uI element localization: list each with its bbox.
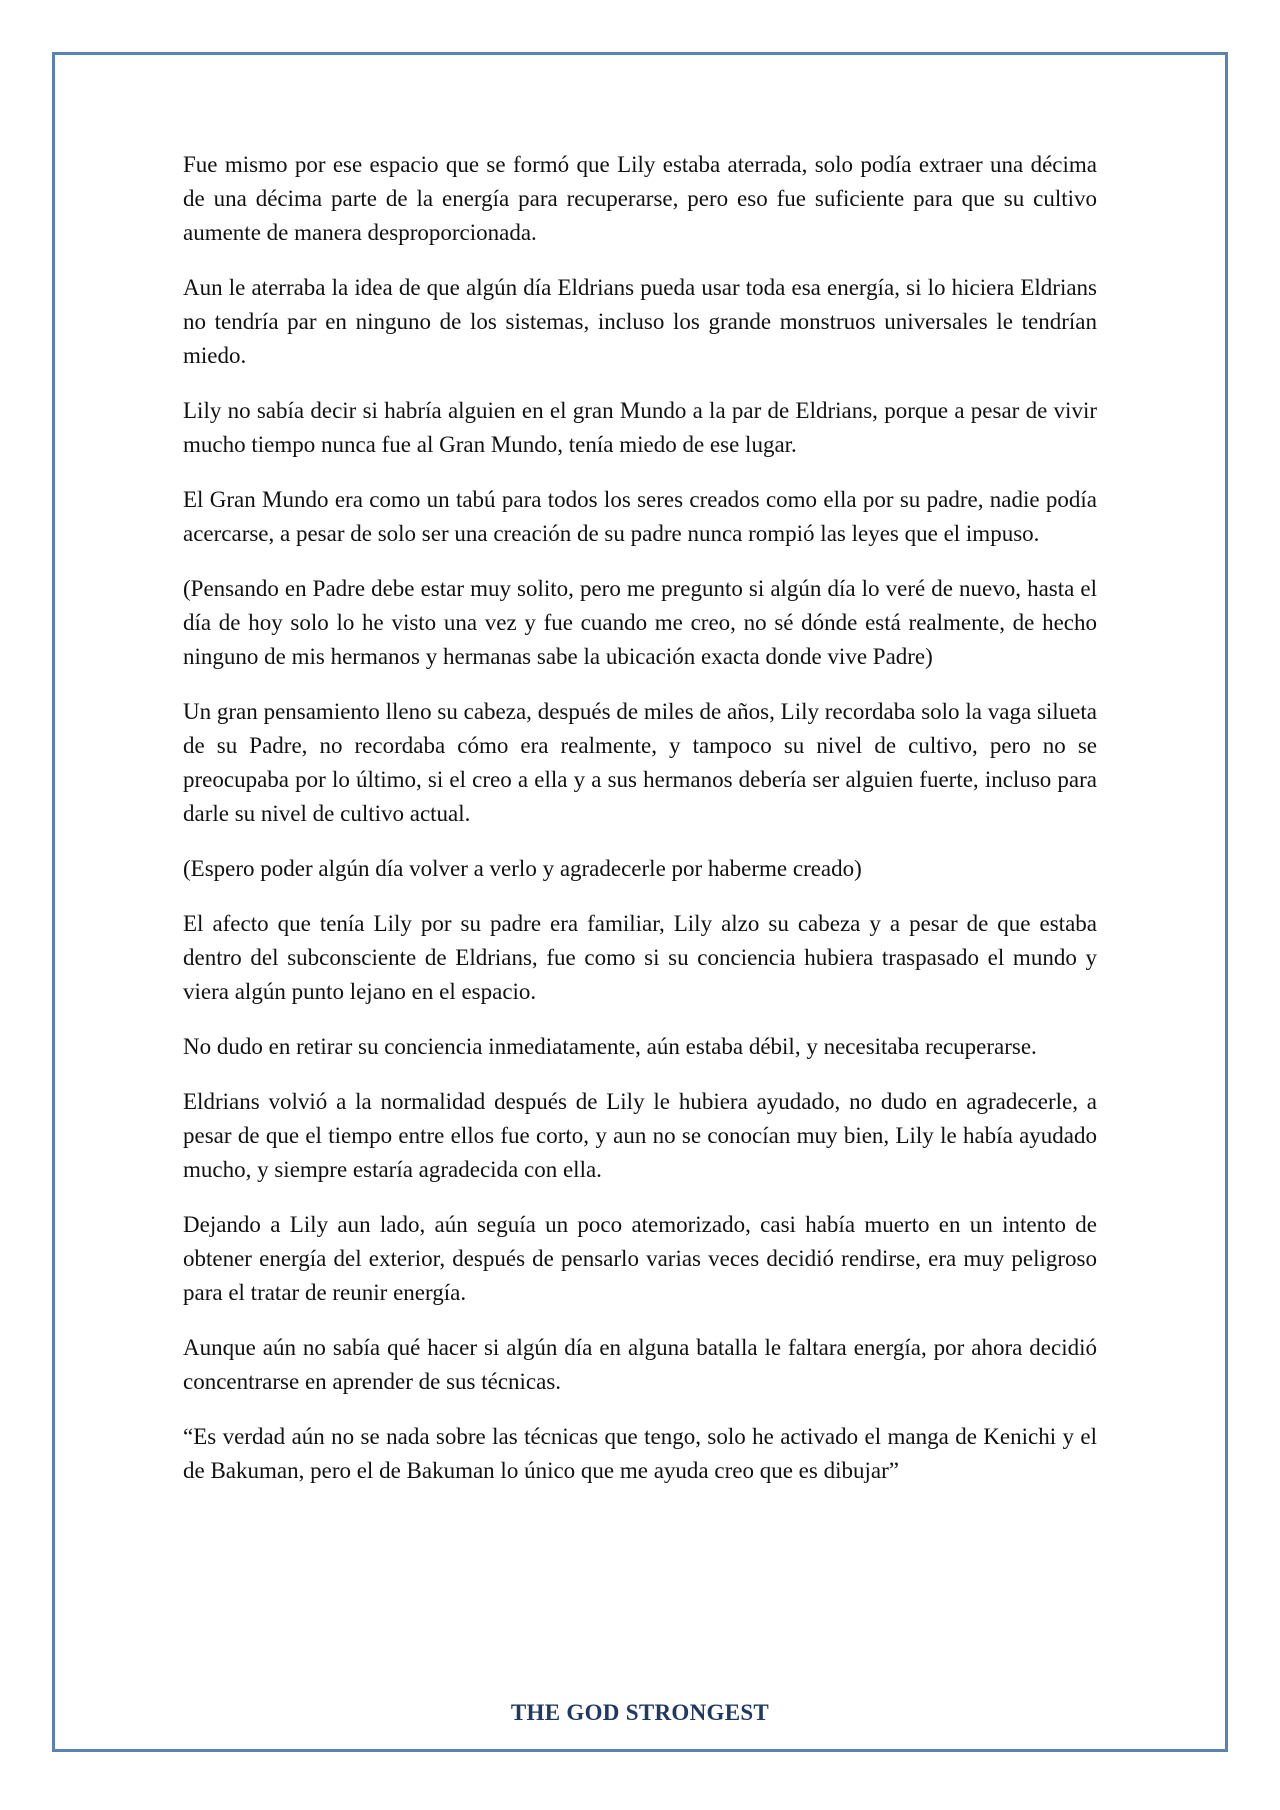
paragraph: (Espero poder algún día volver a verlo y agradecerle por haberme creado) [183, 856, 862, 881]
paragraph: Fue mismo por ese espacio que se formó que Lily estaba aterrada, solo podía extraer una décima de una décima parte de la energía para recuperarse, pero eso fue suficiente para que su cultivo aumente de manera desproporcionada. [183, 152, 1097, 245]
footer-title: THE GOD STRONGEST [510, 1700, 770, 1725]
paragraph: Dejando a Lily aun lado, aún seguía un poco atemorizado, casi había muerto en un intento de obtener energía del exterior, después de pensarlo varias veces decidió rendirse, era muy peligroso para el tratar de reunir energía. [183, 1212, 1097, 1305]
paragraph: “Es verdad aún no se nada sobre las técnicas que tengo, solo he activado el manga de Kenichi y el de Bakuman, pero el de Bakuman lo único que me ayuda creo que es dibujar” [183, 1424, 1097, 1483]
paragraph: Aun le aterraba la idea de que algún día Eldrians pueda usar toda esa energía, si lo hiciera Eldrians no tendría par en ninguno de los sistemas, incluso los grande monstruos universales le tendrían miedo. [183, 275, 1097, 368]
paragraph: (Pensando en Padre debe estar muy solito, pero me pregunto si algún día lo veré de nuevo, hasta el día de hoy solo lo he visto una vez y fue cuando me creo, no sé dónde está realmente, de hecho ninguno de mis hermanos y hermanas sabe la ubicación exacta donde vive Padre) [183, 576, 1097, 669]
paragraph: No dudo en retirar su conciencia inmediatamente, aún estaba débil, y necesitaba recuperarse. [183, 1034, 1037, 1059]
paragraph: Un gran pensamiento lleno su cabeza, después de miles de años, Lily recordaba solo la vaga silueta de su Padre, no recordaba cómo era realmente, y tampoco su nivel de cultivo, pero no se preocupaba por lo último, si el creo a ella y a sus hermanos debería ser alguien fuerte, incluso para darle su nivel de cultivo actual. [183, 699, 1097, 826]
paragraph: El afecto que tenía Lily por su padre era familiar, Lily alzo su cabeza y a pesar de que estaba dentro del subconsciente de Eldrians, fue como si su conciencia hubiera traspasado el mundo y viera algún punto lejano en el espacio. [183, 911, 1097, 1004]
paragraph: El Gran Mundo era como un tabú para todos los seres creados como ella por su padre, nadie podía acercarse, a pesar de solo ser una creación de su padre nunca rompió las leyes que el impuso. [183, 487, 1097, 546]
paragraph: Eldrians volvió a la normalidad después de Lily le hubiera ayudado, no dudo en agradecerle, a pesar de que el tiempo entre ellos fue corto, y aun no se conocían muy bien, Lily le había ayudado mucho, y siempre estaría agradecida con ella. [183, 1089, 1097, 1182]
paragraph: Aunque aún no sabía qué hacer si algún día en alguna batalla le faltara energía, por ahora decidió concentrarse en aprender de sus técnicas. [183, 1335, 1097, 1394]
document-body [183, 148, 1097, 1509]
paragraph: Lily no sabía decir si habría alguien en el gran Mundo a la par de Eldrians, porque a pesar de vivir mucho tiempo nunca fue al Gran Mundo, tenía miedo de ese lugar. [183, 398, 1097, 457]
